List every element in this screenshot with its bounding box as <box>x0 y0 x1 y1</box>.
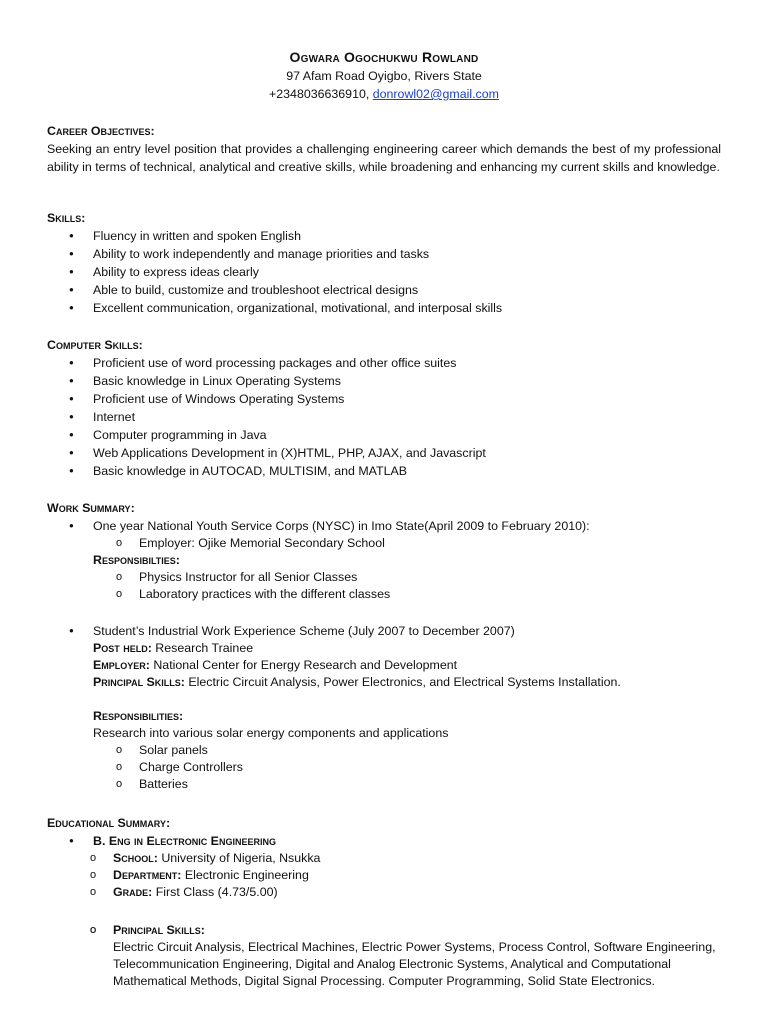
computer-skills-list <box>47 354 721 480</box>
applicant-name: Ogwara Ogochukwu Rowland <box>289 49 479 65</box>
skills-list-item: ● Excellent communication, organizational, motivational, and interposal skills <box>47 299 721 317</box>
education-principal-skills-list <box>47 922 721 939</box>
skills-list-item: ● Fluency in written and spoken English <box>47 227 721 245</box>
grade-label: Grade: <box>113 885 153 899</box>
career-objectives-heading: Career Objectives: <box>47 124 155 138</box>
work-summary-heading: Work Summary: <box>47 501 135 515</box>
principal-skills-label: Principal Skills: <box>93 675 185 689</box>
job-siwes-responsibilities <box>47 708 721 793</box>
job-nysc-title: ● One year National Youth Service Corps (NYSC) in Imo State(April 2009 to February 2010): <box>47 517 721 535</box>
department-value: Electronic Engineering <box>184 868 309 882</box>
skills-list-item: ● Ability to express ideas clearly <box>47 263 721 281</box>
education-principal-skills-text: Electric Circuit Analysis, Electrical Machines, Electric Power Systems, Process Control, Software Engineering, Telecommunication Engineering, Digital and Analog Electronic Systems, Analytical and Computational Mathematical Methods, Digital Signal Processing. Computer Programming, Solid State Electronics. <box>113 940 716 988</box>
job-siwes-skills <box>47 674 721 691</box>
computer-skills-item: ● Basic knowledge in Linux Operating Systems <box>47 372 721 390</box>
principal-skills-value: Electric Circuit Analysis, Power Electronics, and Electrical Systems Installation. <box>188 675 621 689</box>
job-siwes-post <box>47 640 721 657</box>
department-label: Department: <box>113 868 182 882</box>
computer-skills-item: ● Proficient use of word processing packages and other office suites <box>47 354 721 372</box>
job-nysc-responsibilities-heading: Responsibilties: <box>93 553 180 567</box>
job-nysc-employer-list <box>47 535 721 552</box>
job-siwes-responsibility: o Solar panels <box>47 742 721 759</box>
job-nysc-responsibility: o Physics Instructor for all Senior Classes <box>47 569 721 586</box>
degree-title: ● B. Eng in Electronic Engineering <box>47 832 721 850</box>
school-label: School: <box>113 851 158 865</box>
resume-header <box>0 47 768 103</box>
computer-skills-section <box>47 336 721 480</box>
degree-list <box>47 832 721 850</box>
school-value: University of Nigeria, Nsukka <box>161 851 321 865</box>
job-siwes-responsibilities-list <box>47 742 721 793</box>
grade-item <box>47 884 721 901</box>
job-siwes-employer <box>47 657 721 674</box>
computer-skills-heading: Computer Skills: <box>47 338 143 352</box>
job-siwes-title: ● Student’s Industrial Work Experience Scheme (July 2007 to December 2007) <box>47 622 721 640</box>
career-objectives-text: Seeking an entry level position that provides a challenging engineering career which demands the best of my professional ability in terms of technical, analytical and creative skills, while broadening and enhancing my current skills and knowledge. <box>47 142 721 174</box>
computer-skills-item: ● Basic knowledge in AUTOCAD, MULTISIM, and MATLAB <box>47 462 721 480</box>
computer-skills-item: ● Web Applications Development in (X)HTML, PHP, AJAX, and Javascript <box>47 444 721 462</box>
email-link[interactable]: donrowl02@gmail.com <box>372 87 499 101</box>
phone: +2348036636910, <box>269 87 370 101</box>
job-siwes <box>47 622 721 691</box>
educational-summary-heading: Educational Summary: <box>47 816 171 830</box>
job-nysc-responsibility: o Laboratory practices with the different classes <box>47 586 721 603</box>
department-item <box>47 867 721 884</box>
job-siwes-responsibilities-heading: Responsibilities: <box>93 709 184 723</box>
skills-heading: Skills: <box>47 211 86 225</box>
degree-details-list <box>47 850 721 901</box>
school-item <box>47 850 721 867</box>
skills-list-item: ● Ability to work independently and manage priorities and tasks <box>47 245 721 263</box>
computer-skills-item: ● Proficient use of Windows Operating Systems <box>47 390 721 408</box>
education-principal-skills-heading: o Principal Skills: <box>47 922 721 939</box>
job-siwes-responsibility: o Charge Controllers <box>47 759 721 776</box>
job-siwes-responsibilities-text: Research into various solar energy components and applications <box>93 726 449 740</box>
computer-skills-item: ● Internet <box>47 408 721 426</box>
educational-summary-section <box>47 814 721 901</box>
work-summary-section <box>47 499 721 603</box>
address: 97 Afam Road Oyigbo, Rivers State <box>286 69 482 83</box>
post-held-value: Research Trainee <box>155 641 254 655</box>
skills-list <box>47 227 721 317</box>
job-nysc <box>47 517 721 535</box>
employer-label: Employer: <box>93 658 150 672</box>
grade-value: First Class (4.73/5.00) <box>155 885 278 899</box>
education-principal-skills <box>47 922 721 990</box>
job-nysc-employer: o Employer: Ojike Memorial Secondary School <box>47 535 721 552</box>
post-held-label: Post held: <box>93 641 152 655</box>
skills-list-item: ● Able to build, customize and troubleshoot electrical designs <box>47 281 721 299</box>
computer-skills-item: ● Computer programming in Java <box>47 426 721 444</box>
skills-section <box>47 209 721 317</box>
career-objectives-section <box>47 122 721 176</box>
job-nysc-responsibilities-list <box>47 569 721 603</box>
job-siwes-list <box>47 622 721 640</box>
employer-value: National Center for Energy Research and Development <box>153 658 458 672</box>
job-siwes-responsibility: o Batteries <box>47 776 721 793</box>
contact-line <box>0 85 768 103</box>
